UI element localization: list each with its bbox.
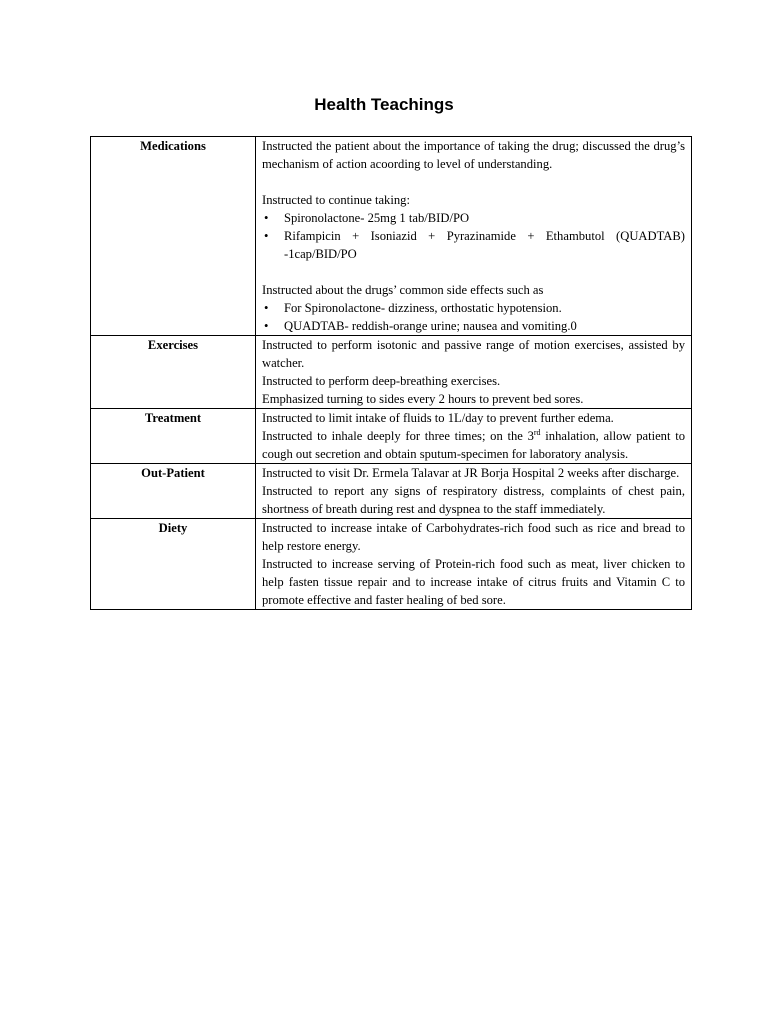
table-row-exercises <box>91 336 692 409</box>
row-content-medications <box>256 137 692 336</box>
row-content-diety <box>256 519 692 610</box>
row-content-treatment <box>256 409 692 464</box>
bullet-icon: • <box>264 301 269 315</box>
diety-line: Instructed to increase intake of Carbohydrates-rich food such as rice and bread to help restore energy. <box>262 521 685 553</box>
list-item: • Spironolactone- 25mg 1 tab/BID/PO <box>264 211 470 225</box>
row-label-medications: Medications <box>91 137 256 336</box>
page-title: Health Teachings <box>314 95 454 114</box>
health-teachings-table <box>90 136 692 610</box>
row-label-exercises: Exercises <box>91 336 256 409</box>
exercises-line: Emphasized turning to sides every 2 hours to prevent bed sores. <box>262 392 584 406</box>
outpatient-line: Instructed to report any signs of respiratory distress, complaints of chest pain, shortness of breath during rest and dyspnea to the staff immediately. <box>262 484 685 516</box>
row-content-outpatient <box>256 464 692 519</box>
bullet-icon: • <box>264 319 269 333</box>
list-item: • For Spironolactone- dizziness, orthostatic hypotension. <box>264 301 562 315</box>
bullet-icon: • <box>264 229 269 243</box>
table-row-outpatient <box>91 464 692 519</box>
row-label-outpatient: Out-Patient <box>91 464 256 519</box>
continue-heading: Instructed to continue taking: <box>262 193 410 207</box>
treatment-line: Instructed to inhale deeply for three times; on the 3rd inhalation, allow patient to cough out secretion and obtain sputum-specimen for laboratory analysis. <box>262 427 685 461</box>
continue-list <box>262 209 685 263</box>
side-effects-heading: Instructed about the drugs’ common side effects such as <box>262 283 544 297</box>
diety-line: Instructed to increase serving of Protein-rich food such as meat, liver chicken to help fasten tissue repair and to increase intake of citrus fruits and Vitamin C to promote effective and faster healing of bed sore. <box>262 557 685 607</box>
table-row-diety <box>91 519 692 610</box>
row-label-treatment: Treatment <box>91 409 256 464</box>
list-item: • QUADTAB- reddish-orange urine; nausea and vomiting.0 <box>264 319 577 333</box>
bullet-icon: • <box>264 211 269 225</box>
medications-intro: Instructed the patient about the importance of taking the drug; discussed the drug’s mechanism of action acoording to level of understanding. <box>262 139 685 171</box>
table-row-treatment <box>91 409 692 464</box>
side-effects-list <box>262 299 685 335</box>
row-label-diety: Diety <box>91 519 256 610</box>
outpatient-line: Instructed to visit Dr. Ermela Talavar at JR Borja Hospital 2 weeks after discharge. <box>262 466 680 480</box>
table-row-medications <box>91 137 692 336</box>
treatment-line: Instructed to limit intake of fluids to 1L/day to prevent further edema. <box>262 411 614 425</box>
list-item: • Rifampicin + Isoniazid + Pyrazinamide + Ethambutol (QUADTAB) -1cap/BID/PO <box>264 229 685 261</box>
exercises-line: Instructed to perform deep-breathing exercises. <box>262 374 501 388</box>
row-content-exercises <box>256 336 692 409</box>
exercises-line: Instructed to perform isotonic and passive range of motion exercises, assisted by watcher. <box>262 338 685 370</box>
